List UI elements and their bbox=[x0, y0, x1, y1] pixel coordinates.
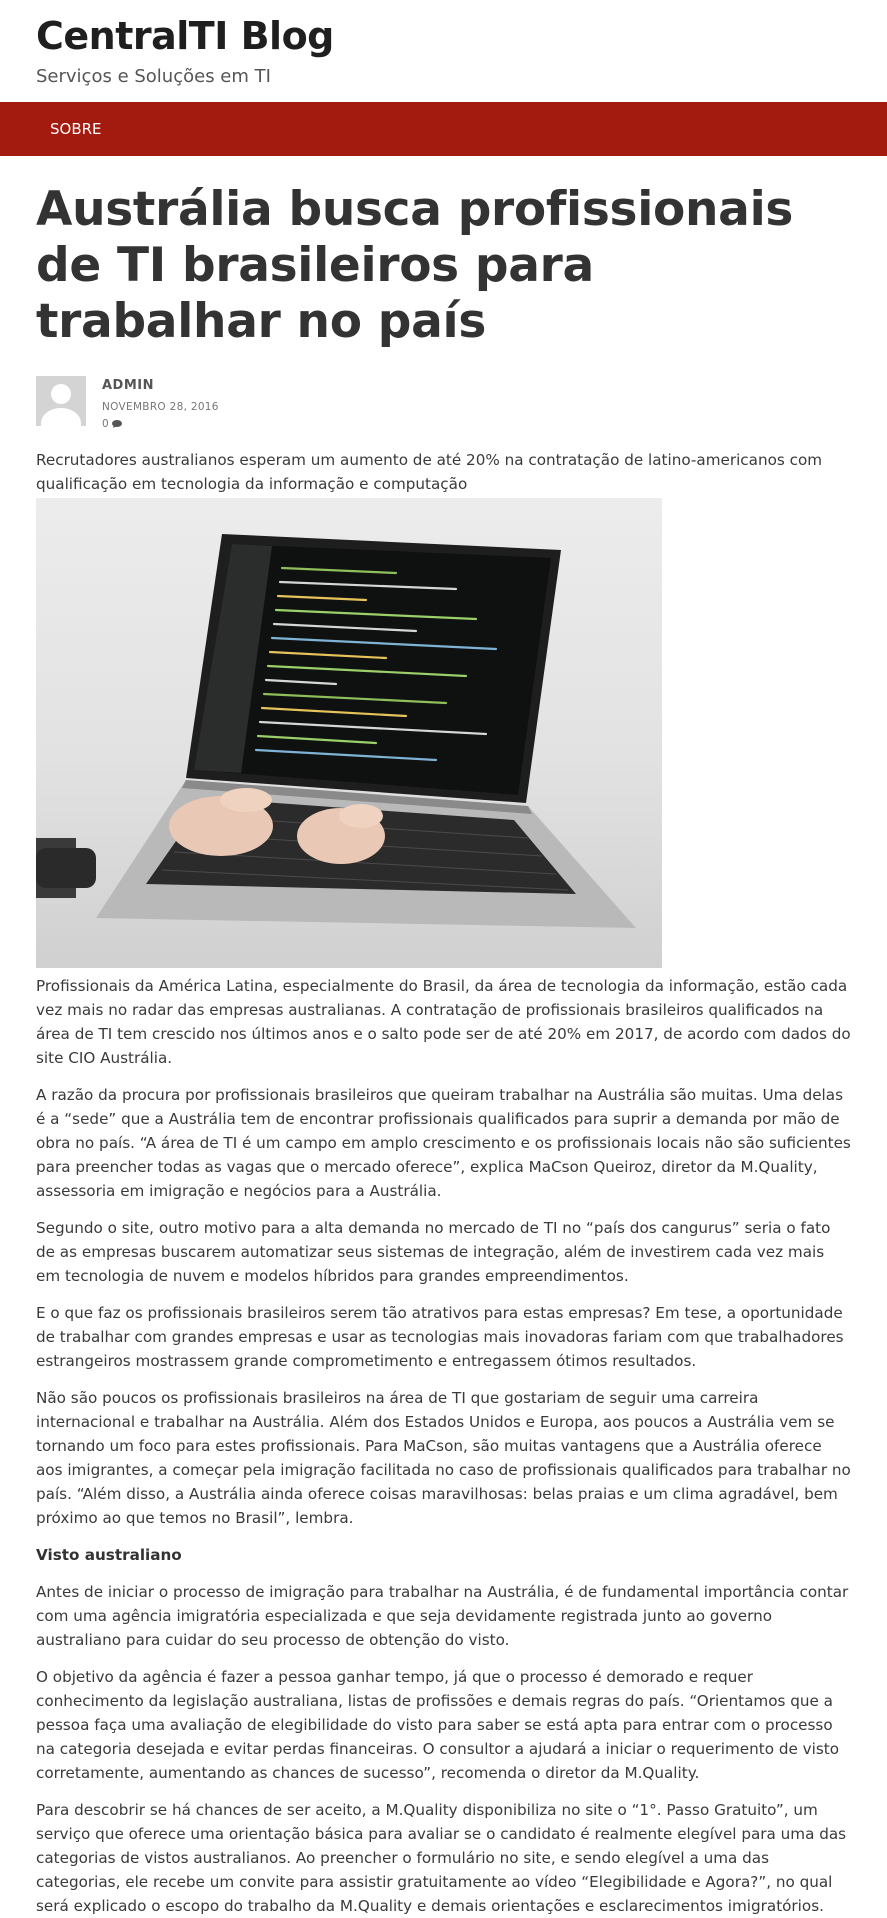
article-paragraph: A razão da procura por profissionais brasileiros que queiram trabalhar na Austrália são muitas. Uma delas é a “sede” que a Austrália tem de encontrar profissionais qualificados para suprir a demanda por mão de obra no país. “A área de TI é um campo em amplo crescimento e os profissionais locais não são suficientes para preencher todas as vagas que o mercado oferece”, explica MaCson Queiroz, diretor da M.Quality, assessoria em imigração e negócios para a Austrália. bbox=[36, 1086, 851, 1200]
article-paragraph: Para descobrir se há chances de ser aceito, a M.Quality disponibiliza no site o “1°. Passo Gratuito”, um serviço que oferece uma orientação básica para avaliar se o candidato é realmente elegível para uma das categorias de vistos australianos. Ao preencher o formulário no site, e sendo elegível a uma das categorias, ele recebe um convite para assistir gratuitamente ao vídeo “Elegibilidade e Agora?”, no qual será explicado o escopo do trabalho da M.Quality e demais orientações e esclarecimentos imigratórios. bbox=[36, 1801, 847, 1915]
article-paragraph: Profissionais da América Latina, especialmente do Brasil, da área de tecnologia da informação, estão cada vez mais no radar das empresas australianas. A contratação de profissionais brasileiros qualificados na área de TI tem crescido nos últimos anos e o salto pode ser de até 20% em 2017, de acordo com dados do site CIO Austrália. bbox=[36, 977, 851, 1067]
article-paragraph: Não são poucos os profissionais brasileiros na área de TI que gostariam de seguir uma carreira internacional e trabalhar na Austrália. Além dos Estados Unidos e Europa, aos poucos a Austrália vem se tornando um foco para estes profissionais. Para MaCson, são muitas vantagens que a Austrália oferece aos imigrantes, a começar pela imigração facilitada no caso de profissionais qualificados para trabalhar no país. “Além disso, a Austrália ainda oferece coisas maravilhosas: belas praias e um clima agradável, bem próximo ao que temos no Brasil”, lembra. bbox=[36, 1389, 851, 1527]
post-meta bbox=[36, 376, 851, 434]
post-date[interactable]: NOVEMBRO 28, 2016 bbox=[102, 401, 219, 413]
site-description: Serviços e Soluções em TI bbox=[36, 66, 271, 87]
article-paragraph: Segundo o site, outro motivo para a alta demanda no mercado de TI no “país dos cangurus” seria o fato de as empresas buscarem automatizar seus sistemas de integração, além de investirem cada vez mais em tecnologia de nuvem e modelos híbridos para grandes empreendimentos. bbox=[36, 1219, 831, 1285]
post-content bbox=[0, 182, 887, 1918]
comments-count: 0 bbox=[102, 418, 109, 430]
comment-bubble-icon bbox=[112, 420, 122, 428]
meta-info bbox=[102, 376, 219, 434]
article-subheading: Visto australiano bbox=[36, 1546, 182, 1564]
article-paragraph: O objetivo da agência é fazer a pessoa ganhar tempo, já que o processo é demorado e requer conhecimento da legislação australiana, listas de profissões e demais regras do país. “Orientamos que a pessoa faça uma avaliação de elegibilidade do visto para saber se está apta para entrar com o processo na categoria desejada e evitar perdas financeiras. O consultor a ajudará a iniciar o requerimento de visto corretamente, aumentando as chances de sucesso”, recomenda o diretor da M.Quality. bbox=[36, 1668, 840, 1782]
nav-item-sobre[interactable]: SOBRE bbox=[50, 120, 102, 138]
post-title: Austrália busca profissionais de TI brasileiros para trabalhar no país bbox=[36, 182, 794, 349]
main-navigation bbox=[0, 102, 887, 156]
article-paragraph: Antes de iniciar o processo de imigração para trabalhar na Austrália, é de fundamental importância contar com uma agência imigratória especializada e que seja devidamente registrada junto ao governo australiano para cuidar do seu processo de obtenção do visto. bbox=[36, 1583, 849, 1649]
site-title[interactable]: CentralTI Blog bbox=[36, 14, 334, 58]
default-avatar-icon bbox=[36, 376, 86, 426]
comments-link[interactable] bbox=[102, 418, 219, 430]
laptop-photo bbox=[36, 498, 662, 968]
article-paragraph: E o que faz os profissionais brasileiros serem tão atrativos para estas empresas? Em tese, a oportunidade de trabalhar com grandes empresas e usar as tecnologias mais inovadoras fariam com que trabalhadores estrangeiros mostrassem grande comprometimento e entregassem ótimos resultados. bbox=[36, 1304, 844, 1370]
post-author[interactable]: ADMIN bbox=[102, 378, 155, 393]
post-intro: Recrutadores australianos esperam um aumento de até 20% na contratação de latino-americanos com qualificação em tecnologia da informação e computação bbox=[36, 451, 823, 493]
article-body bbox=[36, 974, 851, 1918]
site-header bbox=[0, 0, 887, 90]
